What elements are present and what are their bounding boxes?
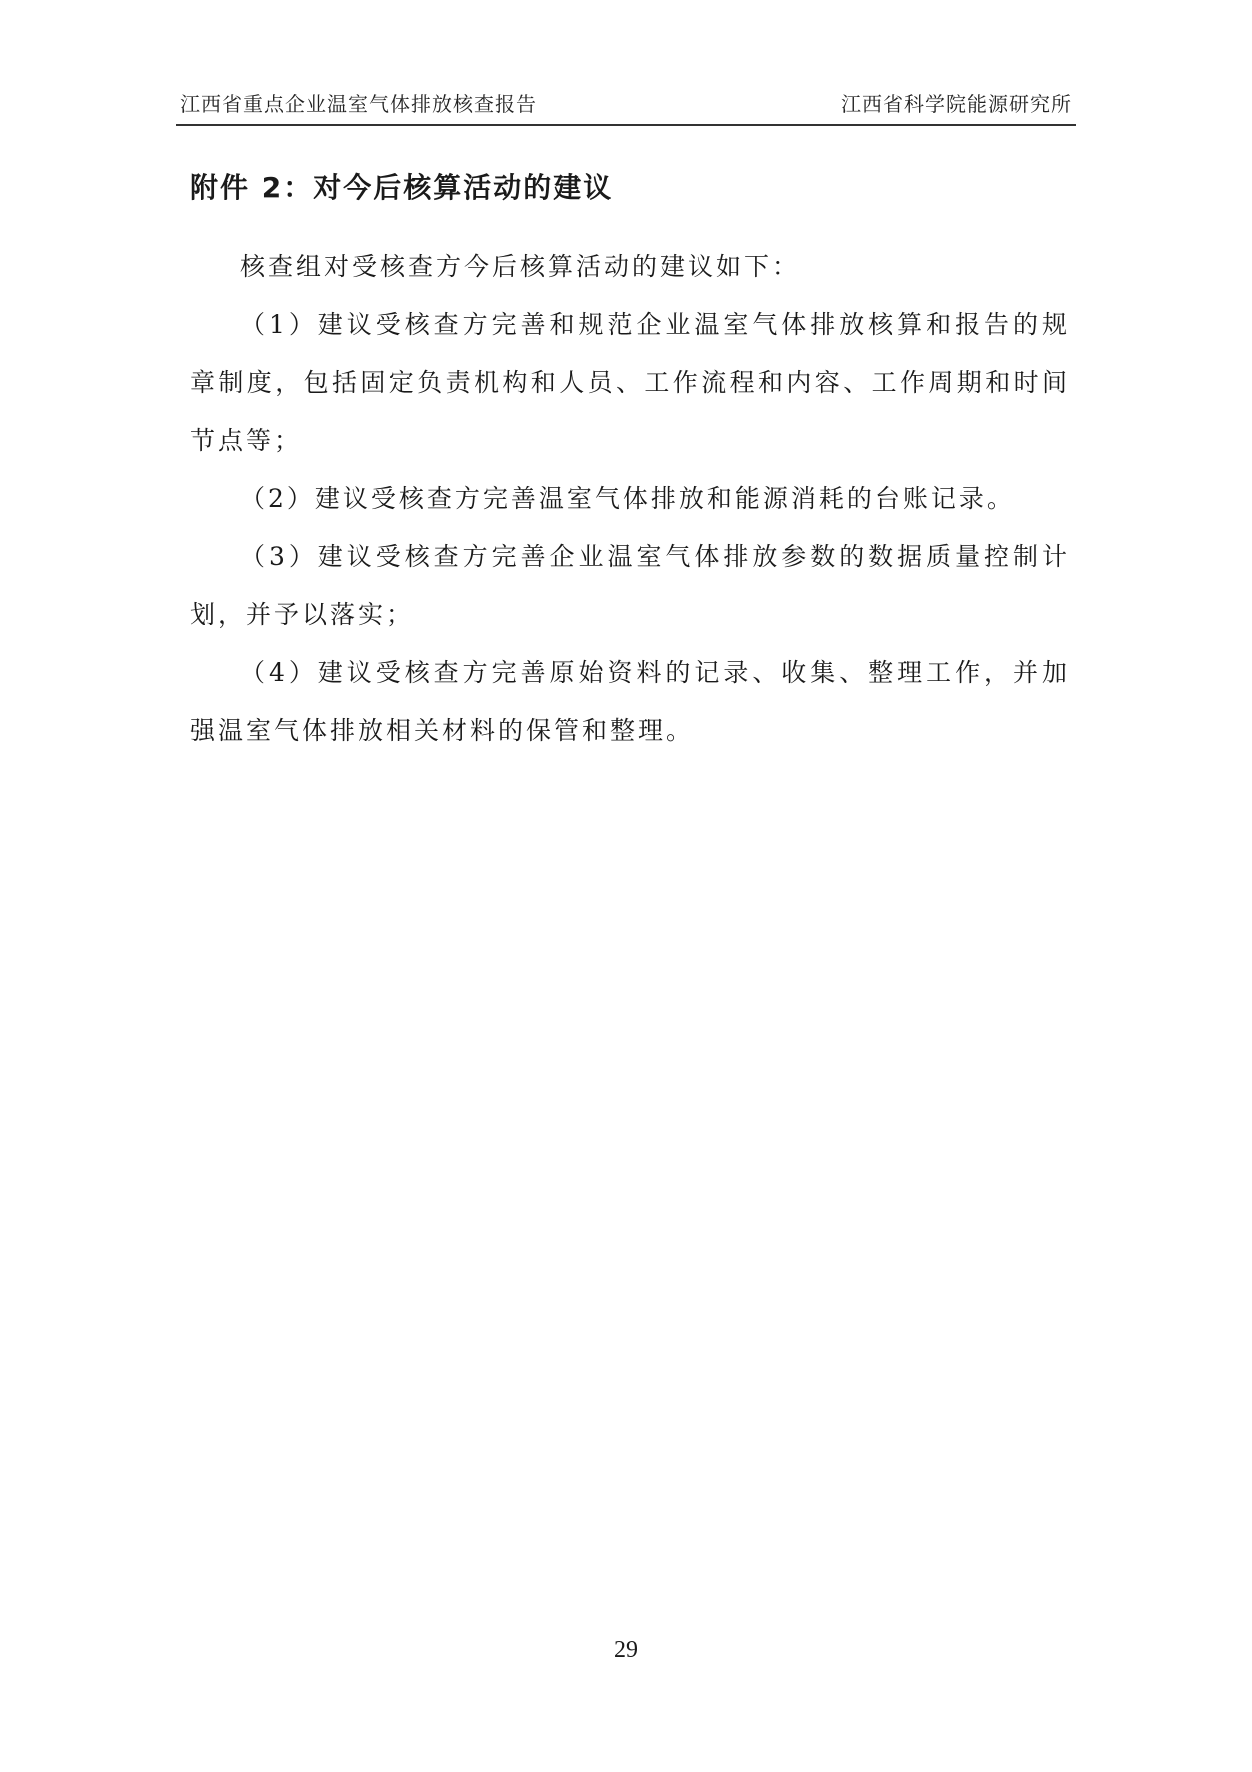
header-institution: 江西省科学院能源研究所 (841, 92, 1072, 116)
recommendation-3: （3）建议受核查方完善企业温室气体排放参数的数据质量控制计划，并予以落实； (190, 542, 1070, 629)
page-header (176, 88, 1076, 126)
intro-paragraph: 核查组对受核查方今后核算活动的建议如下： (240, 252, 801, 281)
page-number: 29 (614, 1637, 638, 1663)
recommendation-4: （4）建议受核查方完善原始资料的记录、收集、整理工作，并加强温室气体排放相关材料的保管和整理。 (190, 658, 1070, 745)
section-title: 附件 2：对今后核算活动的建议 (190, 171, 614, 204)
header-report-title: 江西省重点企业温室气体排放核查报告 (180, 92, 537, 116)
recommendation-2: （2）建议受核查方完善温室气体排放和能源消耗的台账记录。 (240, 484, 1015, 513)
document-body (190, 238, 1070, 760)
recommendation-1: （1）建议受核查方完善和规范企业温室气体排放核算和报告的规章制度，包括固定负责机构和人员、工作流程和内容、工作周期和时间节点等； (190, 310, 1070, 455)
